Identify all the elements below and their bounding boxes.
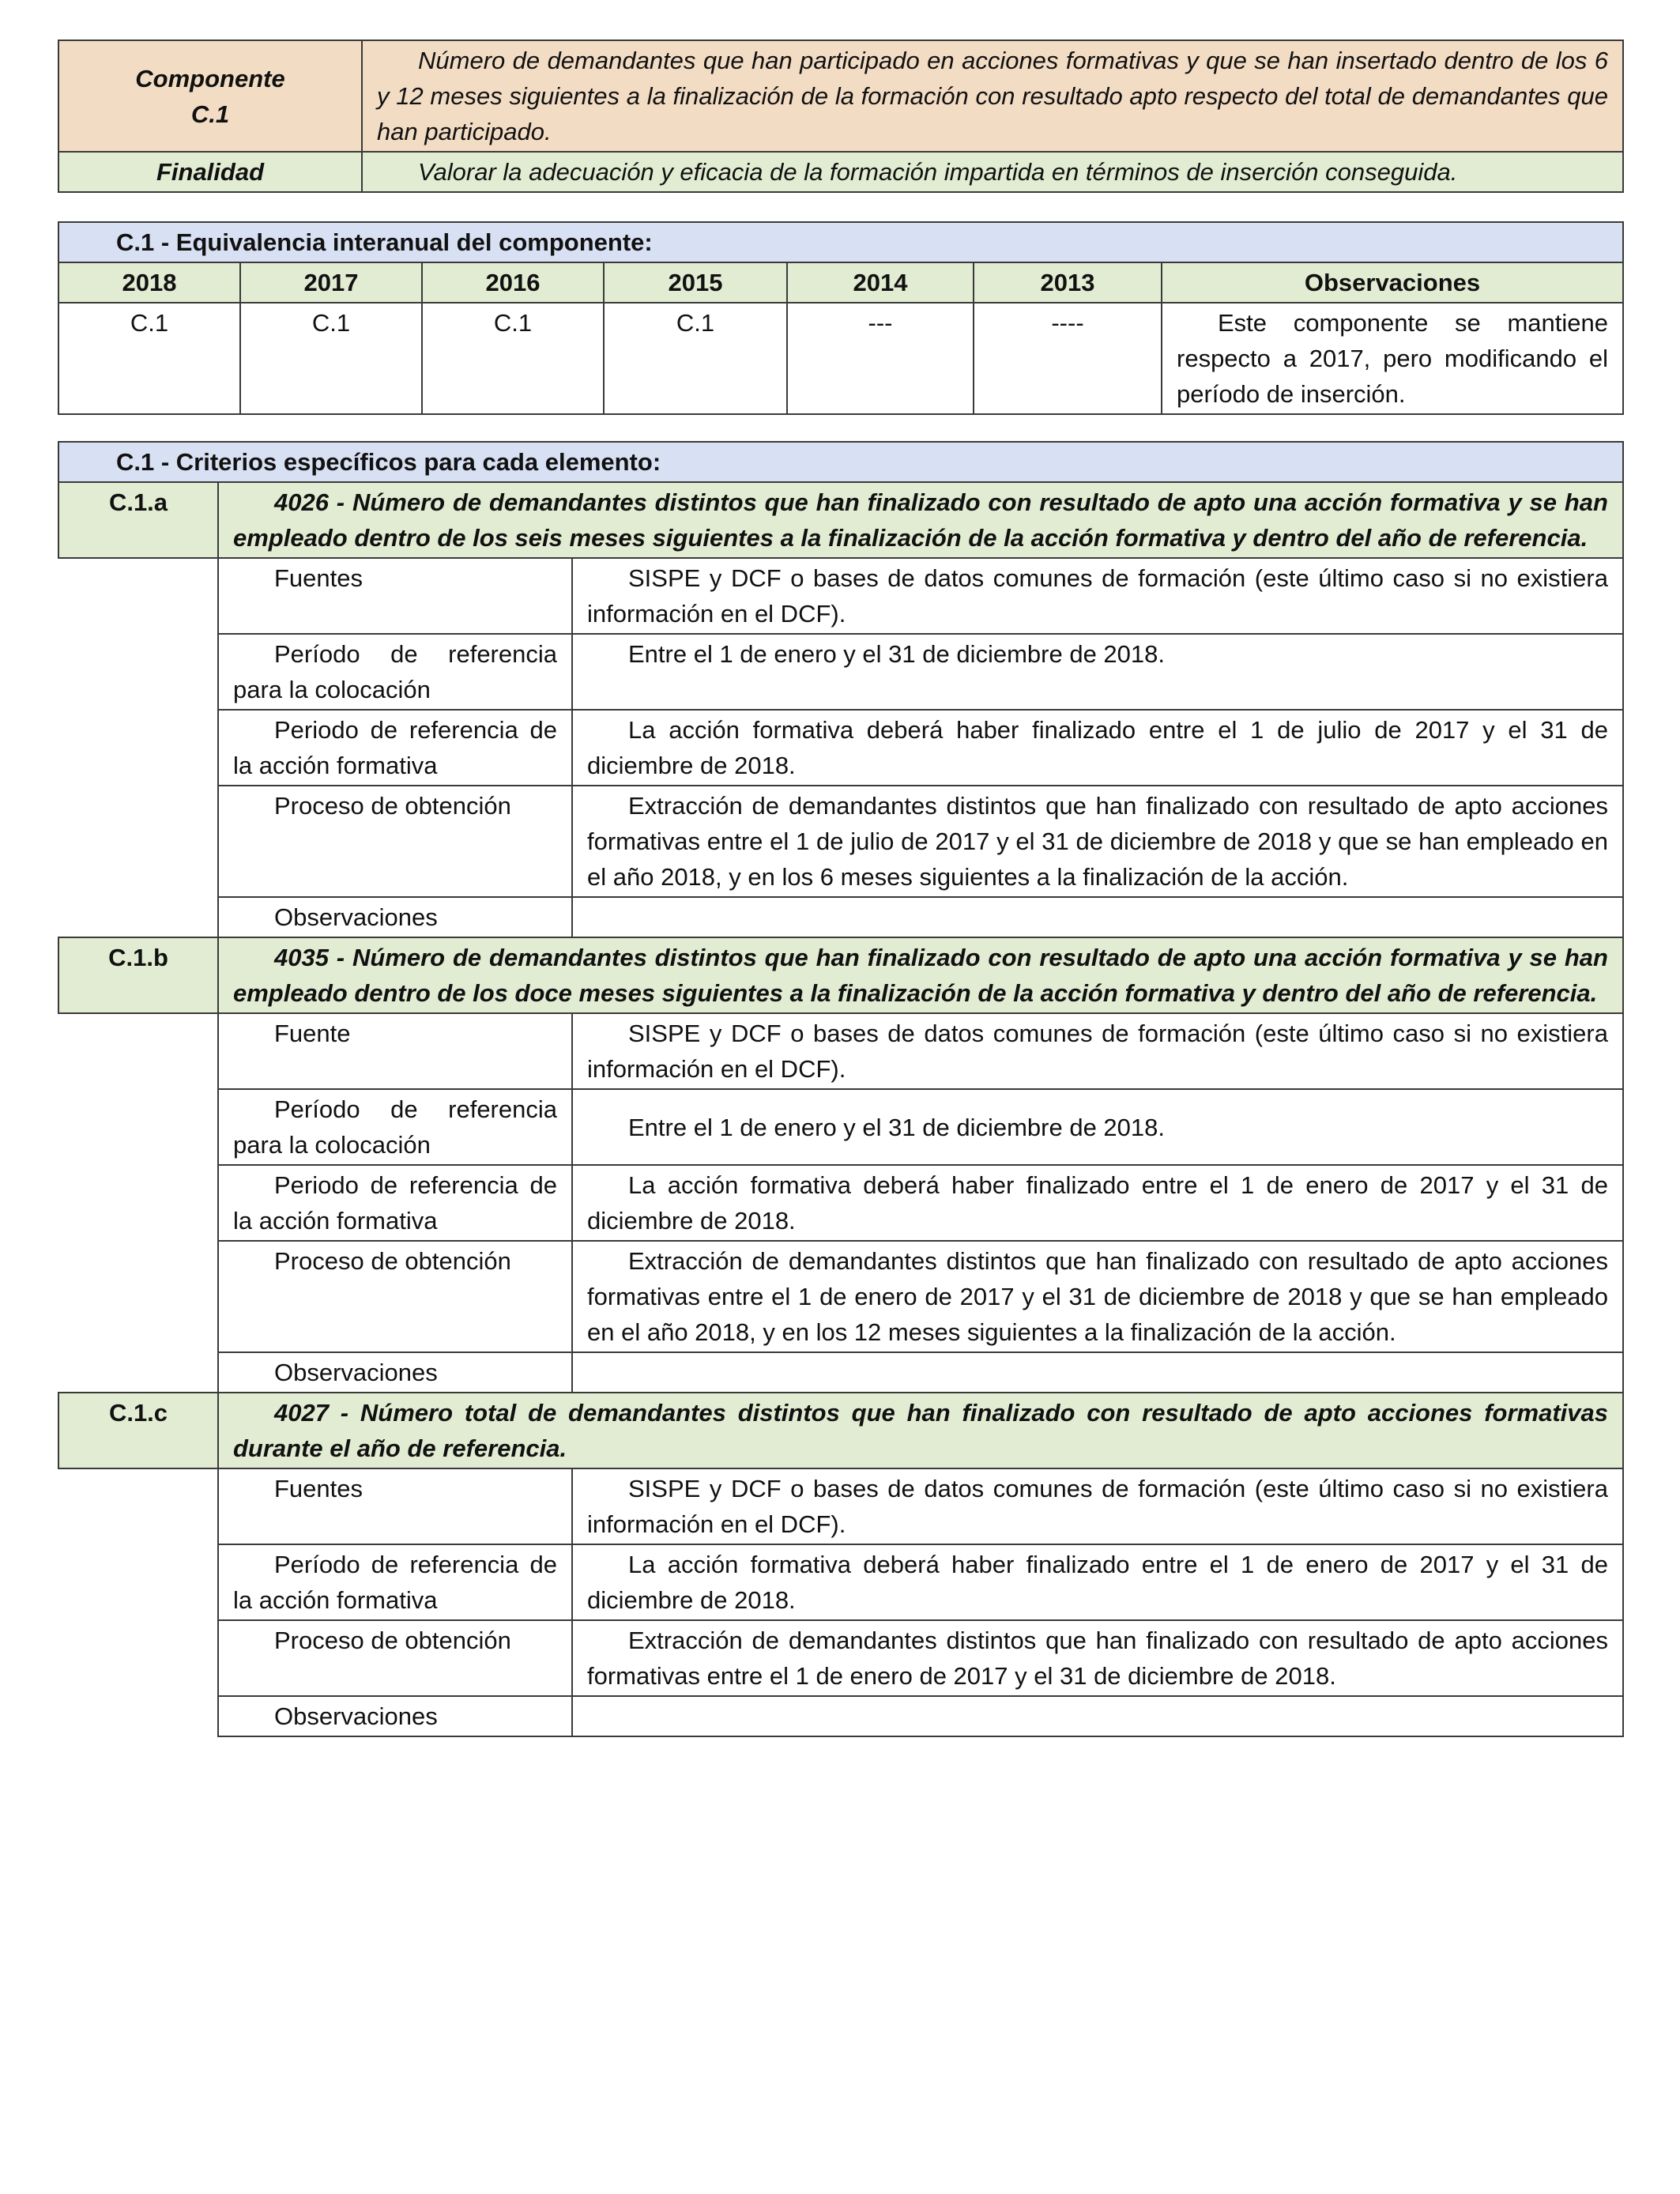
element-detail-row <box>58 1241 1623 1352</box>
element-header-row <box>58 482 1623 558</box>
element-detail-row <box>58 634 1623 710</box>
detail-label: Proceso de obtención <box>218 786 572 897</box>
purpose-row <box>58 152 1623 192</box>
detail-label: Periodo de referencia de la acción formativa <box>218 710 572 786</box>
element-code: C.1.b <box>58 937 218 1013</box>
element-detail-row <box>58 1468 1623 1544</box>
detail-value: La acción formativa deberá haber finalizado entre el 1 de julio de 2017 y el 31 de diciembre de 2018. <box>572 710 1623 786</box>
detail-label: Observaciones <box>218 1696 572 1736</box>
detail-value: Extracción de demandantes distintos que han finalizado con resultado de apto acciones formativas entre el 1 de julio de 2017 y el 31 de diciembre de 2018 y que se han empleado en el año 2018, y en los 6 meses siguientes a la finalización de la acción. <box>572 786 1623 897</box>
component-label-line1: Componente <box>135 64 285 92</box>
component-row <box>58 40 1623 152</box>
element-detail-row <box>58 1352 1623 1393</box>
detail-label: Fuentes <box>218 1468 572 1544</box>
equivalence-value-row <box>58 303 1623 414</box>
detail-label: Período de referencia de la acción formativa <box>218 1544 572 1620</box>
year-header: 2015 <box>604 262 787 303</box>
detail-value <box>572 897 1623 937</box>
component-description: Número de demandantes que han participado en acciones formativas y que se han insertado dentro de los 6 y 12 meses siguientes a la finalización de la formación con resultado apto respecto del total de demandantes que han participado. <box>362 40 1623 152</box>
detail-label: Proceso de obtención <box>218 1620 572 1696</box>
component-table <box>58 40 1624 193</box>
year-value: C.1 <box>240 303 422 414</box>
year-value: C.1 <box>422 303 604 414</box>
element-detail-row <box>58 1544 1623 1620</box>
detail-value <box>572 1696 1623 1736</box>
detail-value: La acción formativa deberá haber finalizado entre el 1 de enero de 2017 y el 31 de diciembre de 2018. <box>572 1165 1623 1241</box>
detail-value: SISPE y DCF o bases de datos comunes de formación (este último caso si no existiera información en el DCF). <box>572 558 1623 634</box>
criteria-title: C.1 - Criterios específicos para cada elemento: <box>58 442 1623 482</box>
purpose-label: Finalidad <box>58 152 362 192</box>
detail-label: Fuente <box>218 1013 572 1089</box>
detail-value: SISPE y DCF o bases de datos comunes de formación (este último caso si no existiera información en el DCF). <box>572 1468 1623 1544</box>
detail-value: Extracción de demandantes distintos que han finalizado con resultado de apto acciones formativas entre el 1 de enero de 2017 y el 31 de diciembre de 2018. <box>572 1620 1623 1696</box>
element-detail-row <box>58 1696 1623 1736</box>
year-header: 2014 <box>787 262 974 303</box>
detail-label: Observaciones <box>218 897 572 937</box>
equivalence-header-row <box>58 262 1623 303</box>
observations-value: Este componente se mantiene respecto a 2017, pero modificando el período de inserción. <box>1162 303 1623 414</box>
element-title: 4035 - Número de demandantes distintos que han finalizado con resultado de apto una acción formativa y se han empleado dentro de los doce meses siguientes a la finalización de la acción formativa y dentro del año de referencia. <box>218 937 1623 1013</box>
element-code: C.1.c <box>58 1393 218 1468</box>
year-value: --- <box>787 303 974 414</box>
element-detail-row <box>58 786 1623 897</box>
component-label <box>58 40 362 152</box>
detail-label: Periodo de referencia de la acción formativa <box>218 1165 572 1241</box>
detail-value <box>572 1352 1623 1393</box>
observations-header: Observaciones <box>1162 262 1623 303</box>
equivalence-table <box>58 221 1624 415</box>
element-detail-row <box>58 1620 1623 1696</box>
element-header-row <box>58 937 1623 1013</box>
element-detail-row <box>58 1165 1623 1241</box>
detail-value: Extracción de demandantes distintos que han finalizado con resultado de apto acciones formativas entre el 1 de enero de 2017 y el 31 de diciembre de 2018 y que se han empleado en el año 2018, y en los 12 meses siguientes a la finalización de la acción. <box>572 1241 1623 1352</box>
year-header: 2018 <box>58 262 240 303</box>
detail-value: SISPE y DCF o bases de datos comunes de formación (este último caso si no existiera información en el DCF). <box>572 1013 1623 1089</box>
criteria-table <box>58 441 1624 1737</box>
element-title: 4026 - Número de demandantes distintos que han finalizado con resultado de apto una acción formativa y se han empleado dentro de los seis meses siguientes a la finalización de la acción formativa y dentro del año de referencia. <box>218 482 1623 558</box>
element-detail-row <box>58 1089 1623 1165</box>
year-header: 2013 <box>974 262 1162 303</box>
detail-label: Observaciones <box>218 1352 572 1393</box>
element-code: C.1.a <box>58 482 218 558</box>
element-detail-row <box>58 897 1623 937</box>
detail-label: Fuentes <box>218 558 572 634</box>
year-value: C.1 <box>58 303 240 414</box>
purpose-text: Valorar la adecuación y eficacia de la formación impartida en términos de inserción conseguida. <box>362 152 1623 192</box>
detail-value: Entre el 1 de enero y el 31 de diciembre de 2018. <box>572 1089 1623 1165</box>
detail-label: Período de referencia para la colocación <box>218 634 572 710</box>
year-value: C.1 <box>604 303 787 414</box>
detail-label: Período de referencia para la colocación <box>218 1089 572 1165</box>
year-value: ---- <box>974 303 1162 414</box>
element-detail-row <box>58 1013 1623 1089</box>
element-title: 4027 - Número total de demandantes distintos que han finalizado con resultado de apto acciones formativas durante el año de referencia. <box>218 1393 1623 1468</box>
component-label-line2: C.1 <box>190 100 230 128</box>
detail-label: Proceso de obtención <box>218 1241 572 1352</box>
equivalence-title: C.1 - Equivalencia interanual del componente: <box>58 222 1623 262</box>
year-header: 2016 <box>422 262 604 303</box>
element-detail-row <box>58 558 1623 634</box>
year-header: 2017 <box>240 262 422 303</box>
element-detail-row <box>58 710 1623 786</box>
element-header-row <box>58 1393 1623 1468</box>
detail-value: La acción formativa deberá haber finalizado entre el 1 de enero de 2017 y el 31 de diciembre de 2018. <box>572 1544 1623 1620</box>
detail-value: Entre el 1 de enero y el 31 de diciembre de 2018. <box>572 634 1623 710</box>
